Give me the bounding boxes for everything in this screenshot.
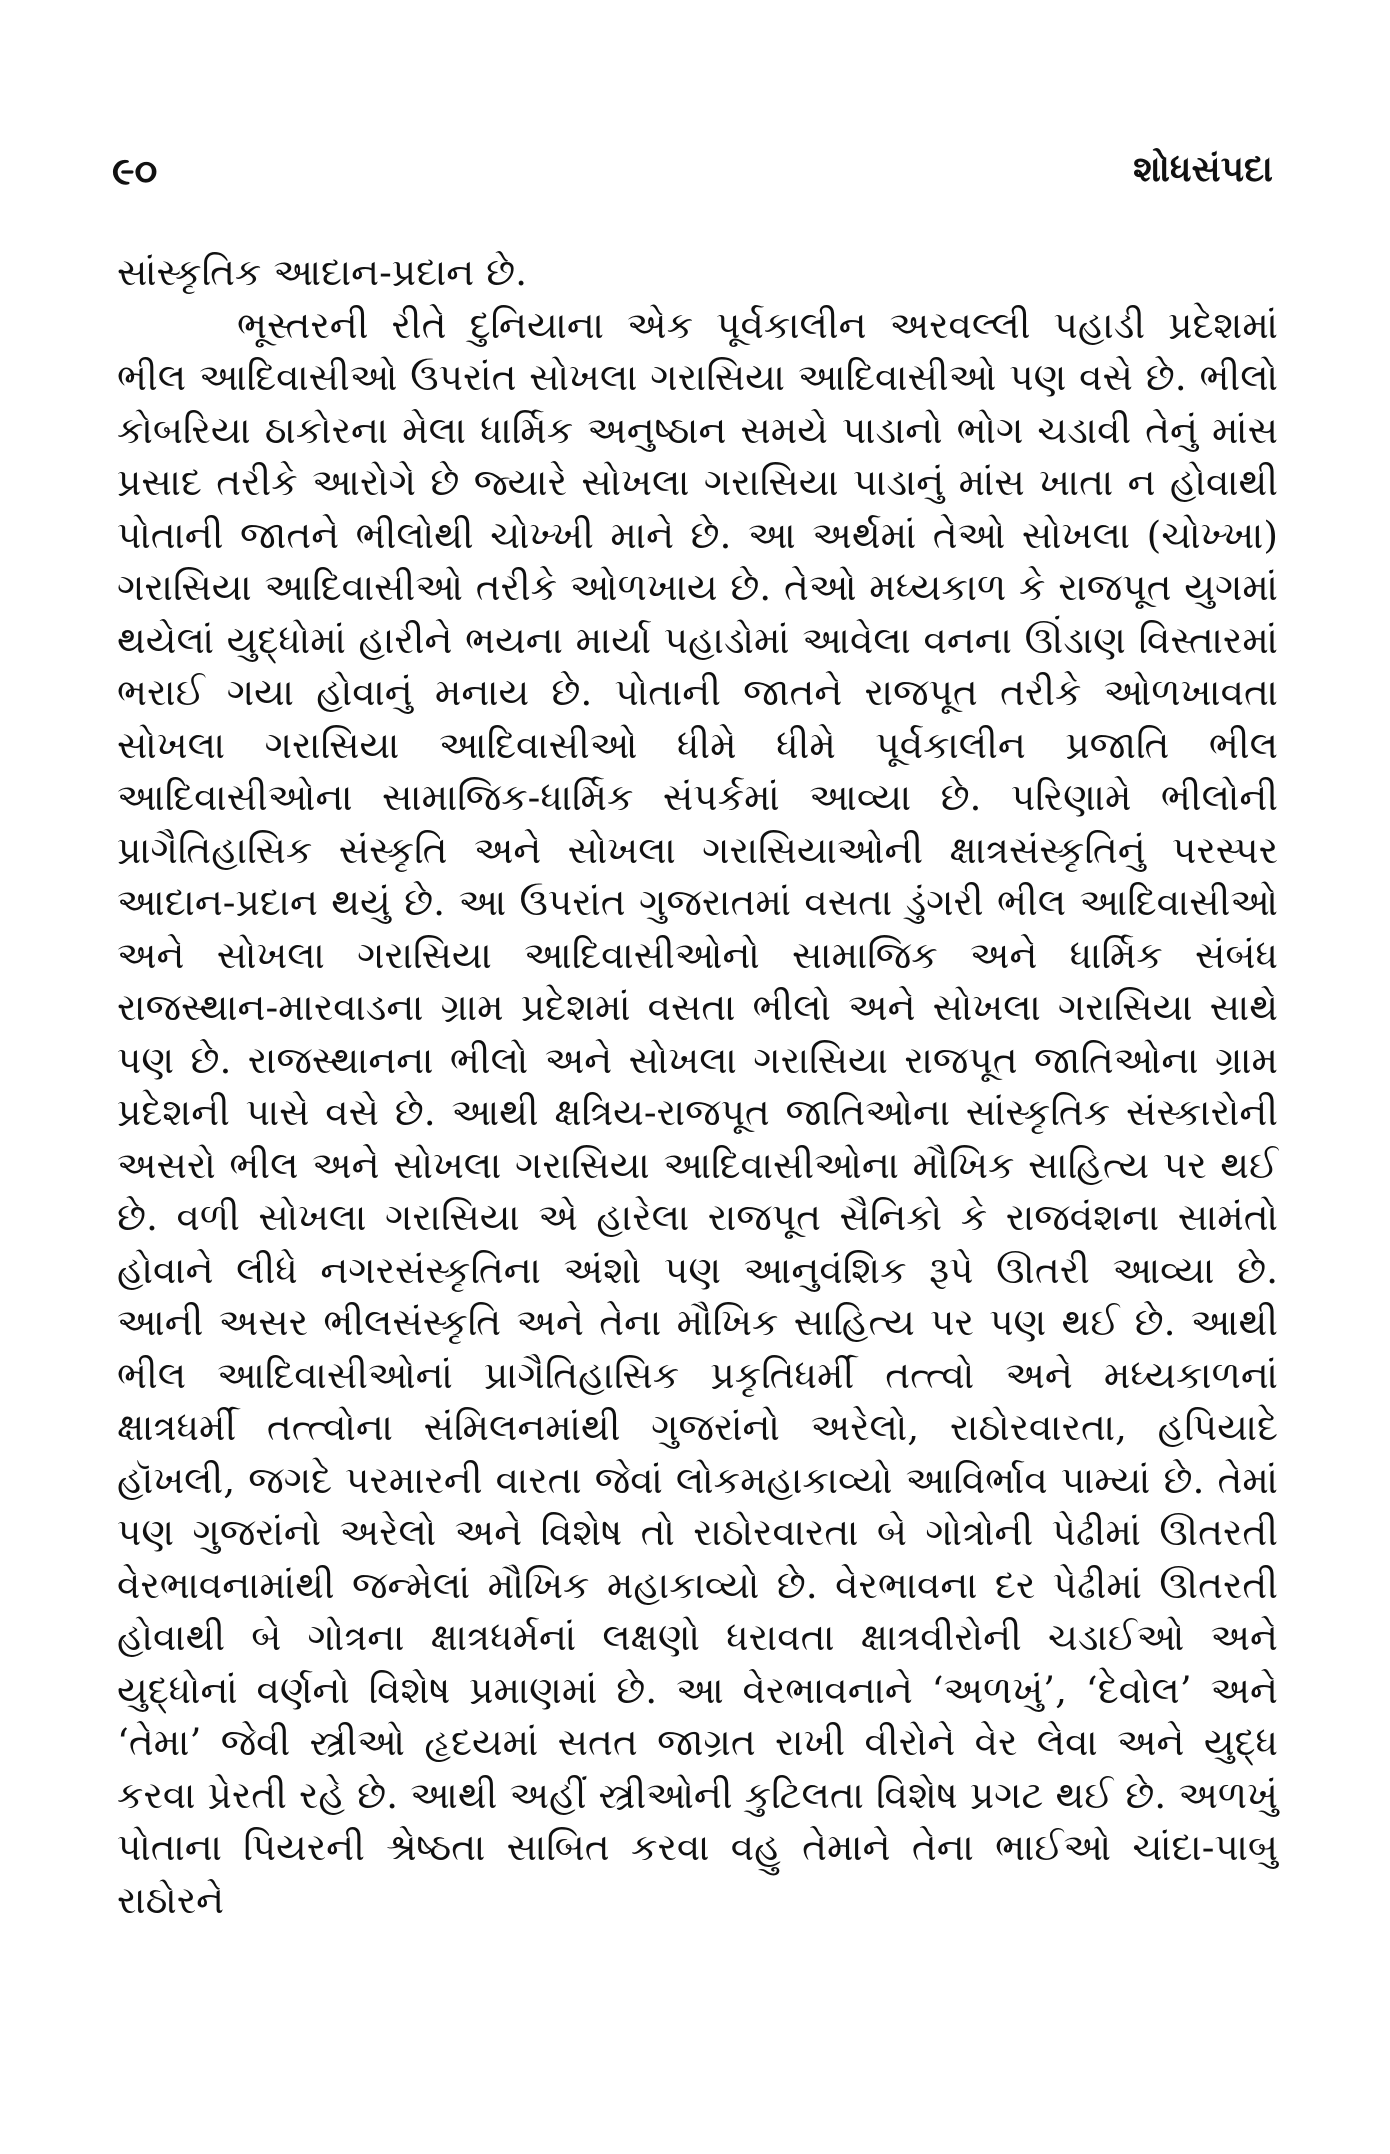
paragraph: સાંસ્કૃતિક આદાન-પ્રદાન છે.	[117, 250, 528, 294]
body-text	[117, 246, 1278, 1926]
running-head: શોધસંપદા	[1133, 148, 1273, 190]
paragraph: ભૂસ્તરની રીતે દુનિયાના એક પૂર્વકાલીન અરવલ્લી પહાડી પ્રદેશમાં ભીલ આદિવાસીઓ ઉપરાંત સોખલા ગરાસિયા આદિવાસીઓ પણ વસે છે. ભીલો કોબરિયા ઠાકોરના મેલા ધાર્મિક અનુષ્ઠાન સમયે પાડાનો ભોગ ચડાવી તેનું માંસ પ્રસાદ તરીકે આરોગે છે જ્યારે સોખલા ગરાસિયા પાડાનું માંસ ખાતા ન હોવાથી પોતાની જાતને ભીલોથી ચોખ્ખી માને છે. આ અર્થમાં તેઓ સોખલા (ચોખ્ખા) ગરાસિયા આદિવાસીઓ તરીકે ઓળખાય છે. તેઓ મધ્યકાળ કે રાજપૂત યુગમાં થયેલાં યુદ્ધોમાં હારીને ભયના માર્યા પહાડોમાં આવેલા વનના ઊંડાણ વિસ્તારમાં ભરાઈ ગયા હોવાનું મનાય છે. પોતાની જાતને રાજપૂત તરીકે ઓળખાવતા સોખલા ગરાસિયા આદિવાસીઓ ધીમે ધીમે પૂર્વકાલીન પ્રજાતિ ભીલ આદિવાસીઓના સામાજિક-ધાર્મિક સંપર્કમાં આવ્યા છે. પરિણામે ભીલોની પ્રાગૈતિહાસિક સંસ્કૃતિ અને સોખલા ગરાસિયાઓની ક્ષાત્રસંસ્કૃતિનું પરસ્પર આદાન-પ્રદાન થયું છે. આ ઉપરાંત ગુજરાતમાં વસતા ડુંગરી ભીલ આદિવાસીઓ અને સોખલા ગરાસિયા આદિવાસીઓનો સામાજિક અને ધાર્મિક સંબંધ રાજસ્થાન-મારવાડના ગ્રામ પ્રદેશમાં વસતા ભીલો અને સોખલા ગરાસિયા સાથે પણ છે. રાજસ્થાનના ભીલો અને સોખલા ગરાસિયા રાજપૂત જાતિઓના ગ્રામ પ્રદેશની પાસે વસે છે. આથી ક્ષત્રિય-રાજપૂત જાતિઓના સાંસ્કૃતિક સંસ્કારોની અસરો ભીલ અને સોખલા ગરાસિયા આદિવાસીઓના મૌખિક સાહિત્ય પર થઈ છે. વળી સોખલા ગરાસિયા એ હારેલા રાજપૂત સૈનિકો કે રાજવંશના સામંતો હોવાને લીધે નગરસંસ્કૃતિના અંશો પણ આનુવંશિક રૂપે ઊતરી આવ્યા છે. આની અસર ભીલસંસ્કૃતિ અને તેના મૌખિક સાહિત્ય પર પણ થઈ છે. આથી ભીલ આદિવાસીઓનાં પ્રાગૈતિહાસિક પ્રકૃતિધર્મી તત્ત્વો અને મધ્યકાળનાં ક્ષાત્રધર્મી તત્ત્વોના સંમિલનમાંથી ગુજરાંનો અરેલો, રાઠોરવારતા, હપિયાદે હૉખલી, જગદે પરમારની વારતા જેવાં લોકમહાકાવ્યો આવિર્ભાવ પામ્યાં છે. તેમાં પણ ગુજરાંનો અરેલો અને વિશેષ તો રાઠોરવારતા બે ગોત્રોની પેઢીમાં ઊતરતી વેરભાવનામાંથી જન્મેલાં મૌખિક મહાકાવ્યો છે. વેરભાવના દર પેઢીમાં ઊતરતી હોવાથી બે ગોત્રના ક્ષાત્રધર્મનાં લક્ષણો ધરાવતા ક્ષાત્રવીરોની ચડાઈઓ અને યુદ્ધોનાં વર્ણનો વિશેષ પ્રમાણમાં છે. આ વેરભાવનાને ‘અળખું’, ‘દેવોલ’ અને ‘તેમા’ જેવી સ્ત્રીઓ હૃદયમાં સતત જાગ્રત રાખી વીરોને વેર લેવા અને યુદ્ધ કરવા પ્રેરતી રહે છે. આથી અહીં સ્ત્રીઓની કુટિલતા વિશેષ પ્રગટ થઈ છે. અળખું પોતાના પિયરની શ્રેષ્ઠતા સાબિત કરવા વહુ તેમાને તેના ભાઈઓ ચાંદા-પાબુ રાઠોરને	[117, 302, 1278, 1922]
page-header	[112, 148, 1273, 208]
page-number: ૯૦	[112, 148, 158, 193]
